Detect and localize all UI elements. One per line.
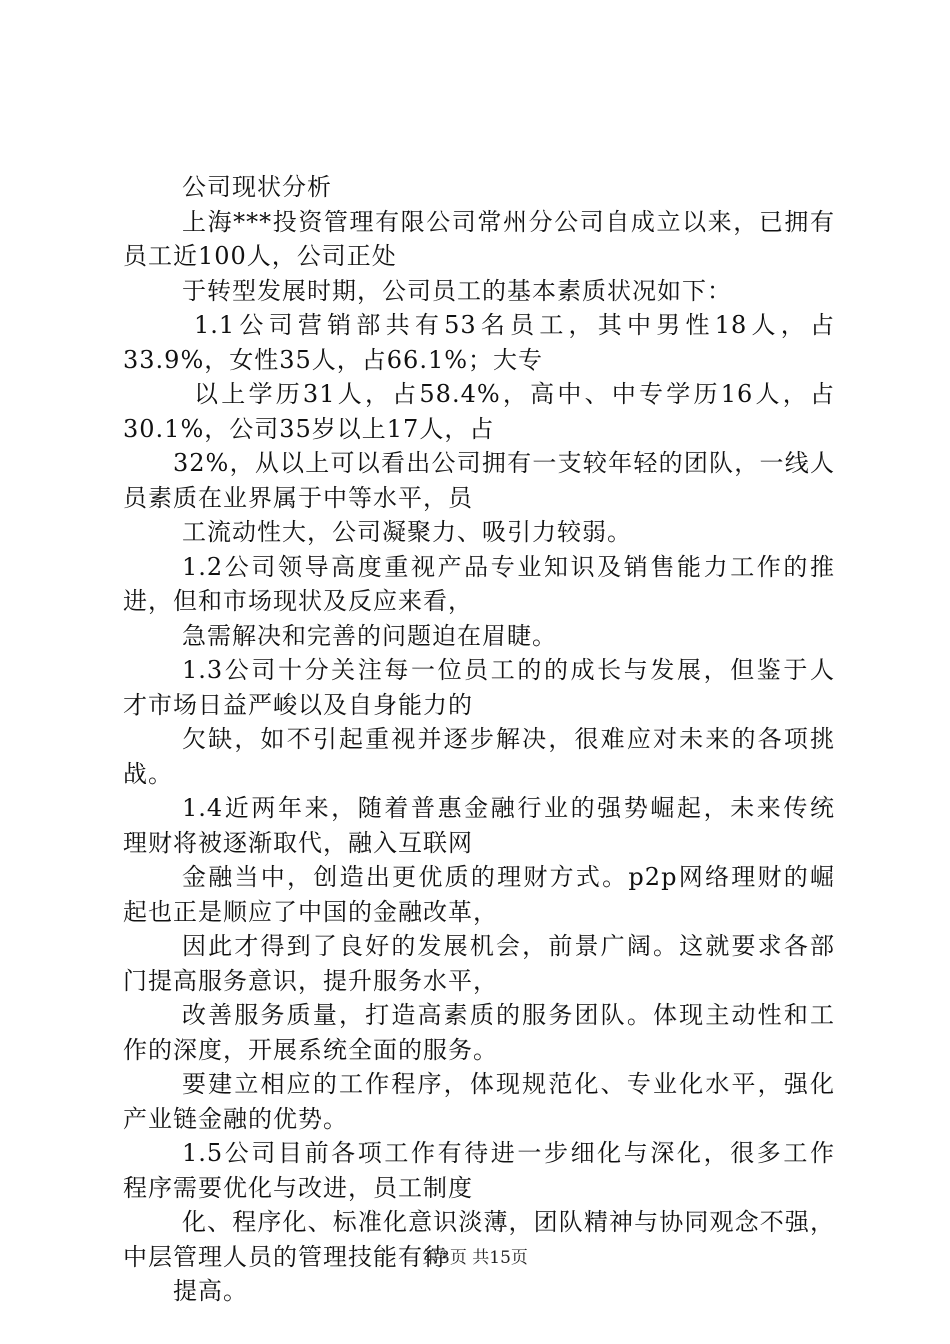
text-line: 33.9%，女性35人，占66.1%；大专 (123, 345, 544, 374)
text-line: 于转型发展时期，公司员工的基本素质状况如下： (182, 276, 732, 305)
text-line: 员素质在业界属于中等水平，员 (123, 483, 473, 512)
text-line: 1.3公司十分关注每一位员工的的成长与发展，但鉴于人 (182, 656, 835, 684)
text-line: 因此才得到了良好的发展机会，前景广阔。这就要求各部 (182, 932, 835, 960)
text-line: 门提高服务意识，提升服务水平， (123, 966, 498, 995)
text-line: 欠缺，如不引起重视并逐步解决，很难应对未来的各项挑 (182, 725, 835, 753)
text-line: 1.4近两年来，随着普惠金融行业的强势崛起，未来传统 (182, 794, 835, 822)
text-line: 化、程序化、标准化意识淡薄，团队精神与协同观念不强， (182, 1208, 835, 1236)
text-line: 作的深度，开展系统全面的服务。 (123, 1035, 498, 1064)
text-line: 1.2公司领导高度重视产品专业知识及销售能力工作的推 (182, 552, 835, 581)
text-line: 战。 (123, 759, 173, 788)
text-line: 提高。 (173, 1277, 248, 1305)
text-line: 工流动性大，公司凝聚力、吸引力较弱。 (182, 518, 632, 546)
page-number-footer: 第3页 共15页 (422, 1248, 528, 1268)
text-line: 程序需要优化与改进，员工制度 (123, 1173, 473, 1202)
text-line: 员工近100人，公司正处 (123, 242, 397, 270)
text-line: 以上学历31人，占58.4%，高中、中专学历16人，占 (194, 380, 835, 408)
text-line: 产业链金融的优势。 (123, 1104, 348, 1133)
text-line: 要建立相应的工作程序，体现规范化、专业化水平，强化 (182, 1070, 835, 1098)
text-line: 进，但和市场现状及反应来看， (123, 587, 473, 615)
text-line: 上海***投资管理有限公司常州分公司自成立以来，已拥有 (182, 207, 835, 236)
text-line: 金融当中，创造出更优质的理财方式。p2p网络理财的崛 (182, 863, 835, 891)
section-title: 公司现状分析 (182, 173, 332, 201)
document-body (123, 170, 835, 1309)
text-line: 才市场日益严峻以及自身能力的 (123, 690, 473, 719)
text-line: 32%，从以上可以看出公司拥有一支较年轻的团队，一线人 (173, 449, 835, 477)
text-line: 1.1公司营销部共有53名员工，其中男性18人，占 (194, 311, 835, 339)
text-line: 改善服务质量，打造高素质的服务团队。体现主动性和工 (182, 1001, 835, 1029)
text-line: 1.5公司目前各项工作有待进一步细化与深化，很多工作 (182, 1139, 835, 1167)
text-line: 理财将被逐渐取代，融入互联网 (123, 828, 473, 857)
text-line: 30.1%，公司35岁以上17人，占 (123, 414, 495, 443)
text-line: 起也正是顺应了中国的金融改革， (123, 897, 498, 926)
text-line: 急需解决和完善的问题迫在眉睫。 (182, 621, 557, 650)
text-line: 中层管理人员的管理技能有待 (123, 1242, 448, 1271)
